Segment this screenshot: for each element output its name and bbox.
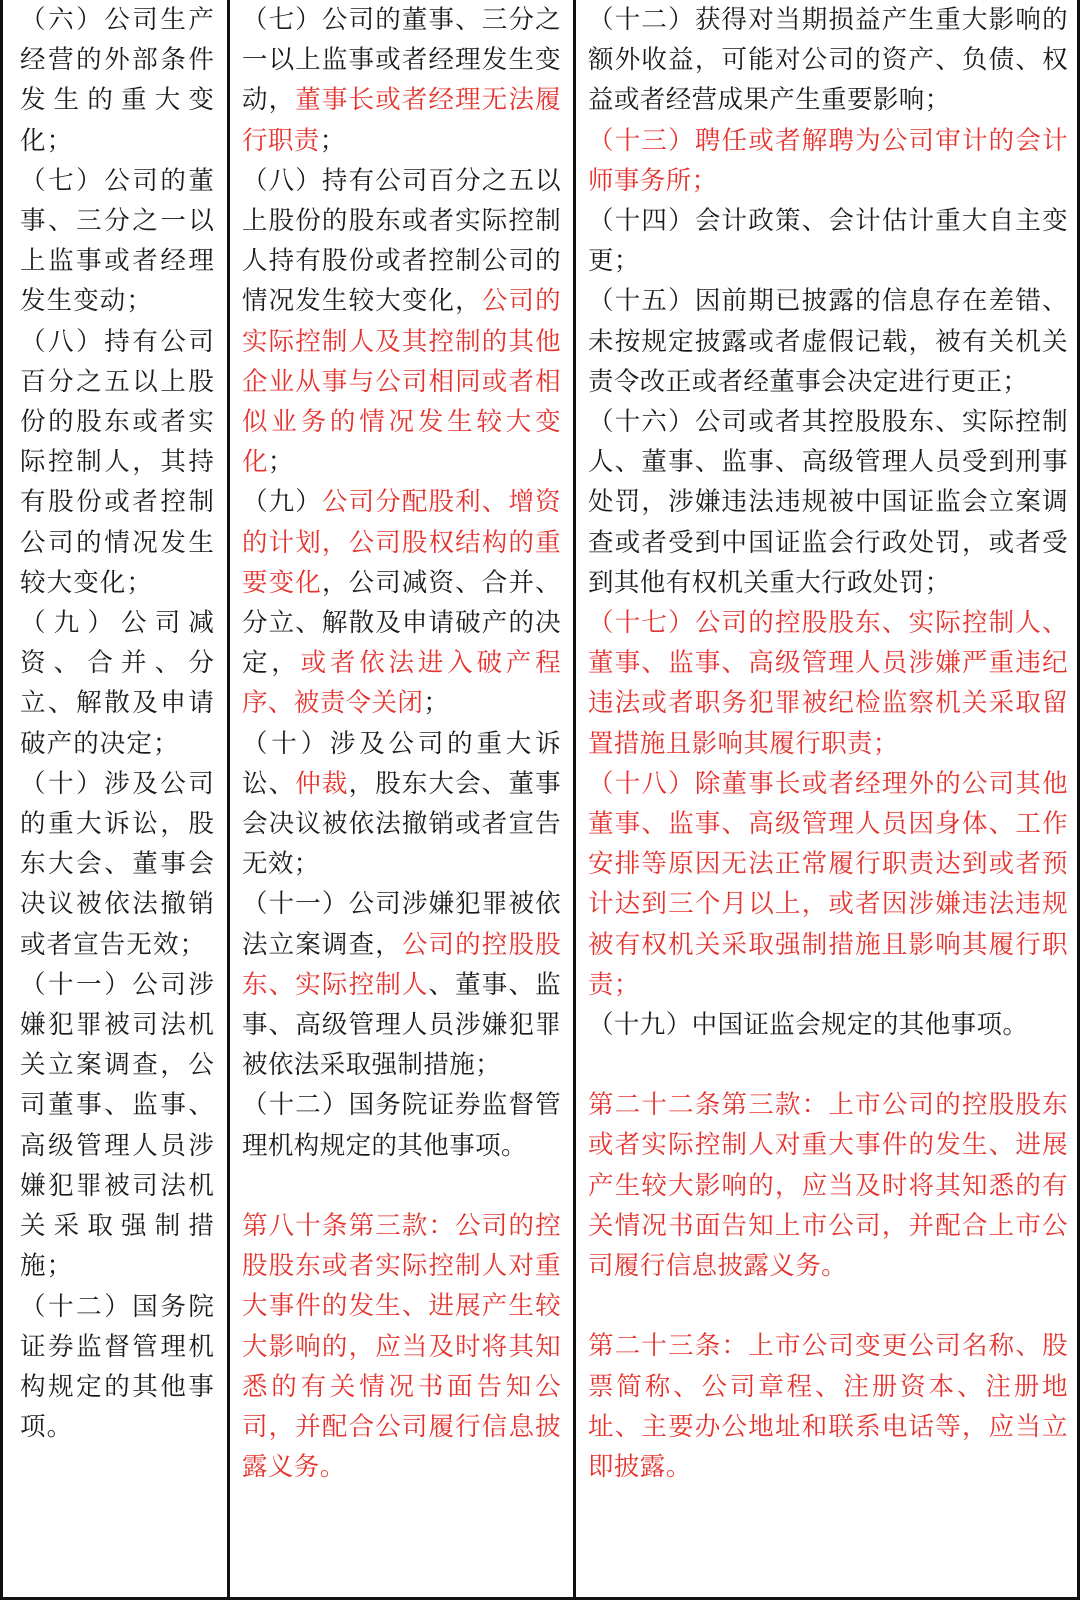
clause-paragraph [588, 0, 1068, 121]
highlighted-text: （十三）聘任或者解聘为公司审计的会计师事务所； [588, 125, 1068, 196]
clause-paragraph [242, 482, 561, 723]
clause-paragraph [242, 724, 561, 885]
clause-text: （十二）获得对当期损益产生重大影响的额外收益，可能对公司的资产、负债、权益或者经营成果产生重要影响； [588, 5, 1068, 116]
clause-text: （十一）公司涉嫌犯罪被依法立案调查， [242, 889, 561, 960]
clause-paragraph [242, 161, 561, 483]
clause-paragraph [20, 322, 215, 603]
highlighted-text: （十七）公司的控股股东、实际控制人、董事、监事、高级管理人员涉嫌严重违纪违法或者职务犯罪被纪检监察机关采取留置措施且影响其履行职责； [588, 608, 1068, 759]
clause-paragraph [242, 1206, 561, 1487]
clause-text: ； [267, 447, 294, 478]
highlighted-text: 第二十二条第三款：上市公司的控股股东或者实际控制人对重大事件的发生、进展产生较大影响的，应当及时将其知悉的有关情况书面告知上市公司，并配合上市公司履行信息披露义务。 [588, 1090, 1068, 1282]
clause-text: （八）持有公司百分之五以上股份的股东或者实际控制人持有股份或者控制公司的情况发生较大变化， [242, 165, 561, 317]
clause-text: （七）公司的董事、三分之一以上监事或者经理发生变动， [242, 5, 561, 116]
highlighted-text: （十八）除董事长或者经理外的公司其他董事、监事、高级管理人员因身体、工作安排等原因无法正常履行职责达到或者预计达到三个月以上，或者因涉嫌违法违规被有权机关采取强制措施且影响其履行职责； [588, 768, 1068, 1000]
clause-paragraph [242, 0, 561, 161]
clause-paragraph [588, 402, 1068, 603]
clause-paragraph [588, 201, 1068, 281]
clause-text: （九）公司减资、合并、分立、解散及申请破产的决定； [20, 608, 215, 759]
highlighted-text: 公司的控股股东、实际控制人 [242, 929, 561, 1000]
clause-text: （七）公司的董事、三分之一以上监事或者经理发生变动； [20, 165, 215, 317]
highlighted-text: 第八十条第三款：公司的控股股东或者实际控制人对重大事件的发生、进展产生较大影响的，应当及时将其知悉的有关情况书面告知公司，并配合公司履行信息披露义务。 [242, 1210, 561, 1483]
clause-paragraph [20, 603, 215, 764]
highlighted-text: 公司分配股利、增资的计划，公司股权结构的重要变化 [242, 487, 561, 598]
clause-paragraph [20, 965, 215, 1287]
highlighted-text: 或者依法进入破产程序、被责令关闭 [242, 648, 561, 719]
clause-paragraph [588, 764, 1068, 1005]
clause-text: ； [319, 125, 346, 156]
clause-text: （十四）会计政策、会计估计重大自主变更； [588, 206, 1068, 277]
clause-text: （十九）中国证监会规定的其他事项。 [588, 1010, 1029, 1041]
clause-paragraph [588, 281, 1068, 402]
paragraph-spacer [588, 1045, 1068, 1085]
clause-text: ，股东大会、董事会决议被依法撤销或者宣告无效； [242, 768, 561, 880]
clause-text: ； [423, 688, 450, 719]
clause-text: （十一）公司涉嫌犯罪被司法机关立案调查，公司董事、监事、高级管理人员涉嫌犯罪被司法机关采取强制措施； [20, 969, 215, 1282]
highlighted-text: 董事长或者经理无法履行职责 [242, 85, 561, 156]
clause-text: ，公司减资、合并、分立、解散及申请破产的决定， [242, 567, 561, 679]
clause-text: （十）涉及公司的重大诉讼，股东大会、董事会决议被依法撤销或者宣告无效； [20, 768, 215, 960]
clause-paragraph [588, 1326, 1068, 1487]
table-column-original [0, 0, 227, 1597]
clause-paragraph [588, 121, 1068, 201]
clause-text: 、董事、监事、高级管理人员涉嫌犯罪被依法采取强制措施； [242, 969, 561, 1081]
clause-text: （十）涉及公司的重大诉讼、 [242, 728, 561, 799]
paragraph-spacer [588, 1286, 1068, 1326]
clause-paragraph [20, 1287, 215, 1448]
clause-paragraph [20, 0, 215, 161]
clause-text: （十五）因前期已披露的信息存在差错、未按规定披露或者虚假记载，被有关机关责令改正或者经董事会决定进行更正； [588, 286, 1068, 397]
highlighted-text: 公司的实际控制人及其控制的其他企业从事与公司相同或者相似业务的情况发生较大变化 [242, 286, 562, 478]
clause-text: （八）持有公司百分之五以上股份的股东或者实际控制人，其持有股份或者控制公司的情况发生较大变化； [20, 326, 215, 598]
table-column-revised-law [227, 0, 573, 1597]
clause-text: （九） [242, 487, 322, 518]
clause-paragraph [20, 161, 215, 322]
clause-text: （六）公司生产经营的外部条件发生的重大变化； [20, 5, 215, 156]
clause-paragraph [588, 1085, 1068, 1286]
clause-paragraph [242, 1085, 561, 1165]
clause-paragraph [20, 764, 215, 965]
clause-text: （十六）公司或者其控股股东、实际控制人、董事、监事、高级管理人员受到刑事处罚，涉嫌违法违规被中国证监会立案调查或者受到中国证监会行政处罚，或者受到其他有权机关重大行政处罚； [588, 407, 1068, 598]
paragraph-spacer [242, 1166, 561, 1206]
clause-text: （十二）国务院证券监督管理机构规定的其他事项。 [242, 1090, 561, 1161]
highlighted-text: 第二十三条：上市公司变更公司名称、股票简称、公司章程、注册资本、注册地址、主要办公地址和联系电话等，应当立即披露。 [588, 1331, 1068, 1482]
clause-paragraph [588, 1005, 1068, 1045]
clause-paragraph [588, 603, 1068, 764]
clause-paragraph [242, 884, 561, 1085]
clause-text: （十二）国务院证券监督管理机构规定的其他事项。 [20, 1291, 215, 1443]
table-column-regulation [573, 0, 1080, 1597]
highlighted-text: 仲裁 [295, 768, 349, 799]
